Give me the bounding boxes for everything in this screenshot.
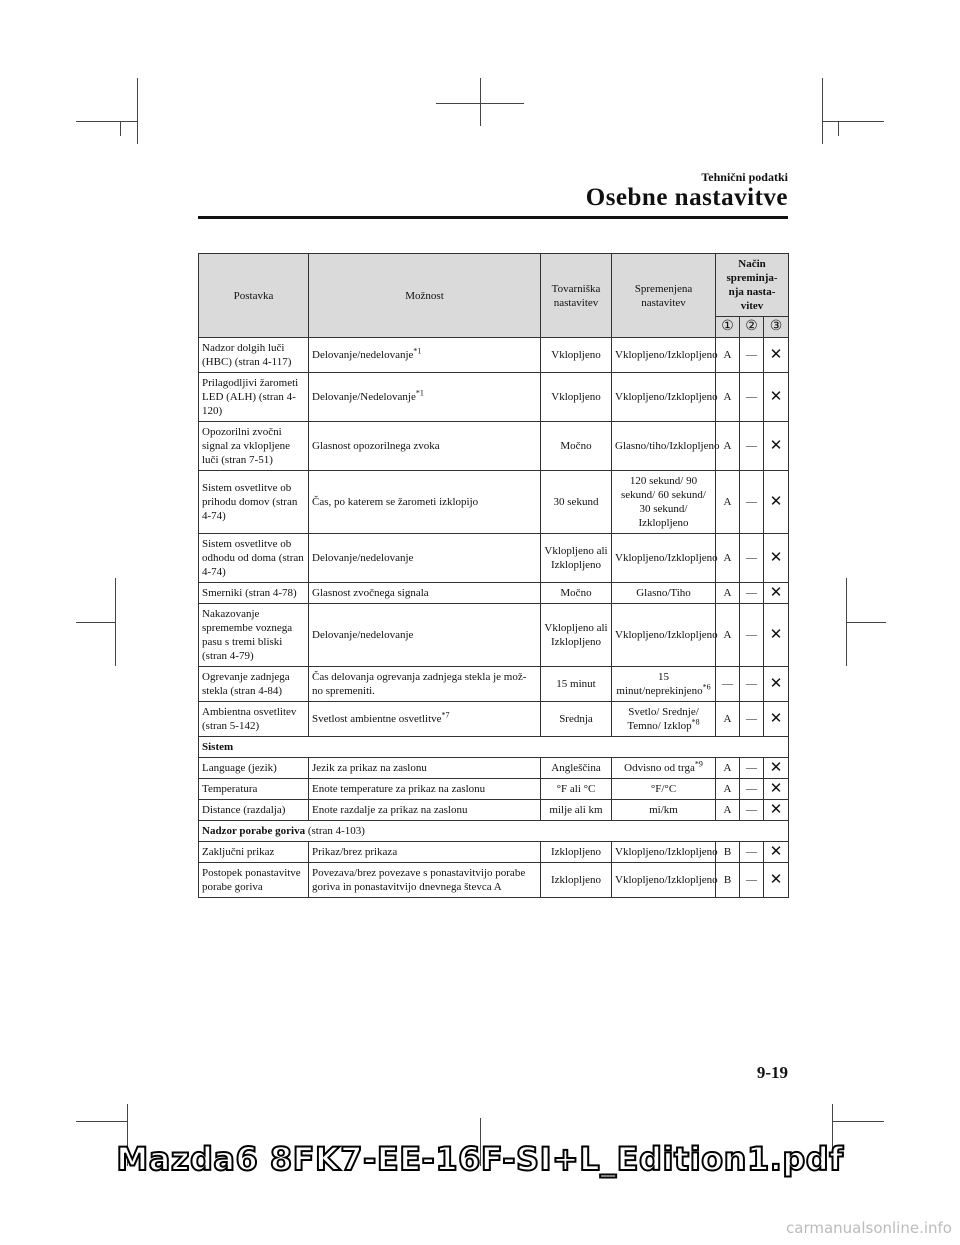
cell-method-1: A <box>716 779 740 800</box>
cell-method-1: A <box>716 534 740 583</box>
x-mark-icon: ✕ <box>764 758 789 779</box>
col-header-moznost: Možnost <box>309 254 541 338</box>
cell-tovarniska: 15 minut <box>541 667 612 702</box>
cell-method-1: A <box>716 800 740 821</box>
table-row <box>199 338 789 373</box>
cell-postavka: Nadzor dolgih luči (HBC) (stran 4-117) <box>199 338 309 373</box>
cell-moznost: Jezik za prikaz na zaslonu <box>309 758 541 779</box>
cell-method-1: A <box>716 758 740 779</box>
cell-spremenjena: Odvisno od trga$^{*9}$ <box>612 758 716 779</box>
watermark: carmanualsonline.info <box>786 1219 952 1237</box>
section-row <box>199 737 789 758</box>
method-3-icon: ③ <box>764 317 789 338</box>
cell-postavka: Language (jezik) <box>199 758 309 779</box>
cell-tovarniska: milje ali km <box>541 800 612 821</box>
cell-spremenjena: mi/km <box>612 800 716 821</box>
cell-postavka: Temperatura <box>199 779 309 800</box>
cell-spremenjena: Vklopljeno/Izklopljeno <box>612 373 716 422</box>
section-row <box>199 821 789 842</box>
cell-tovarniska: Angleščina <box>541 758 612 779</box>
cell-method-2: — <box>740 800 764 821</box>
x-mark-icon: ✕ <box>764 863 789 898</box>
section-fuel: Nadzor porabe goriva (stran 4-103) <box>199 821 789 842</box>
cell-postavka: Zaključni prikaz <box>199 842 309 863</box>
cell-method-2: — <box>740 863 764 898</box>
cell-tovarniska: Vklopljeno ali Izklopljeno <box>541 534 612 583</box>
table-row <box>199 583 789 604</box>
cell-method-2: — <box>740 604 764 667</box>
cell-method-1: B <box>716 842 740 863</box>
cell-postavka: Distance (razdalja) <box>199 800 309 821</box>
cell-method-2: — <box>740 373 764 422</box>
cell-moznost: Delovanje/nedelovanje <box>309 604 541 667</box>
cell-tovarniska: Vklopljeno <box>541 338 612 373</box>
cell-method-2: — <box>740 667 764 702</box>
x-mark-icon: ✕ <box>764 779 789 800</box>
cell-method-2: — <box>740 583 764 604</box>
cell-spremenjena: Vklopljeno/Izklopljeno <box>612 863 716 898</box>
cell-moznost: Delovanje/Nedelovanje$^{*1}$ <box>309 373 541 422</box>
cell-method-1: A <box>716 702 740 737</box>
cell-spremenjena: 15 minut/neprekinjeno$^{*6}$ <box>612 667 716 702</box>
section-ref: (stran 4-103) <box>307 825 365 837</box>
x-mark-icon: ✕ <box>764 800 789 821</box>
cell-tovarniska: Izklopljeno <box>541 842 612 863</box>
cell-tovarniska: 30 sekund <box>541 471 612 534</box>
cell-moznost: Povezava/brez povezave s ponastavitvijo porabe goriva in ponastavitvijo dnevnega števca A <box>309 863 541 898</box>
cell-spremenjena: Glasno/tiho/Izklopljeno <box>612 422 716 471</box>
cell-spremenjena: °F/°C <box>612 779 716 800</box>
x-mark-icon: ✕ <box>764 702 789 737</box>
table-row <box>199 702 789 737</box>
cell-method-2: — <box>740 758 764 779</box>
section-label: Tehnični podatki <box>701 170 788 184</box>
cell-spremenjena: 120 sekund/ 90 sekund/ 60 sekund/ 30 sekund/ Izklopljeno <box>612 471 716 534</box>
footnote-ref: *1 <box>415 388 424 398</box>
table-row <box>199 779 789 800</box>
cell-postavka: Ogrevanje zadnjega stekla (stran 4-84) <box>199 667 309 702</box>
cell-method-1: A <box>716 338 740 373</box>
cell-postavka: Nakazovanje spremembe voznega pasu s tremi bliski (stran 4-79) <box>199 604 309 667</box>
cell-postavka: Opozorilni zvočni signal za vklopljene luči (stran 7-51) <box>199 422 309 471</box>
x-mark-icon: ✕ <box>764 604 789 667</box>
cell-tovarniska: Srednja <box>541 702 612 737</box>
table-row <box>199 863 789 898</box>
x-mark-icon: ✕ <box>764 471 789 534</box>
cell-method-2: — <box>740 422 764 471</box>
col-header-tovarniska: Tovarniška nastavitev <box>541 254 612 338</box>
cell-spremenjena: Vklopljeno/Izklopljeno <box>612 338 716 373</box>
cell-tovarniska: Močno <box>541 422 612 471</box>
cell-moznost: Enote razdalje za prikaz na zaslonu <box>309 800 541 821</box>
cell-postavka: Ambientna osvetlitev (stran 5-142) <box>199 702 309 737</box>
cell-tovarniska: Vklopljeno ali Izklopljeno <box>541 604 612 667</box>
cell-method-2: — <box>740 842 764 863</box>
footnote-ref: *6 <box>702 682 711 692</box>
col-header-spremenjena: Spremenjena nastavitev <box>612 254 716 338</box>
table-row <box>199 800 789 821</box>
cell-spremenjena: Glasno/Tiho <box>612 583 716 604</box>
x-mark-icon: ✕ <box>764 667 789 702</box>
cell-method-2: — <box>740 779 764 800</box>
footnote-ref: *7 <box>441 710 450 720</box>
col-header-postavka: Postavka <box>199 254 309 338</box>
x-mark-icon: ✕ <box>764 422 789 471</box>
cell-postavka: Sistem osvetlitve ob odhodu od doma (stran 4-74) <box>199 534 309 583</box>
cell-moznost: Delovanje/nedelovanje <box>309 534 541 583</box>
cell-moznost: Glasnost opozorilnega zvoka <box>309 422 541 471</box>
footer-filename: Mazda6 8FK7-EE-16F-SI+L_Edition1.pdf <box>116 1140 844 1178</box>
cell-method-1: A <box>716 604 740 667</box>
cell-moznost: Svetlost ambientne osvetlitve$^{*7}$ <box>309 702 541 737</box>
cell-method-1: A <box>716 373 740 422</box>
page-title: Osebne nastavitve <box>585 184 788 211</box>
footnote-ref: *8 <box>691 717 700 727</box>
x-mark-icon: ✕ <box>764 373 789 422</box>
cell-method-2: — <box>740 471 764 534</box>
table-row <box>199 842 789 863</box>
cell-moznost: Delovanje/nedelovanje$^{*1}$ <box>309 338 541 373</box>
settings-table <box>198 253 789 898</box>
col-header-nacin: Način spreminja- nja nasta- vitev <box>716 254 789 317</box>
cell-tovarniska: °F ali °C <box>541 779 612 800</box>
cell-spremenjena: Vklopljeno/Izklopljeno <box>612 842 716 863</box>
cell-moznost: Prikaz/brez prikaza <box>309 842 541 863</box>
cell-postavka: Prilagodljivi žarometi LED (ALH) (stran 4-120) <box>199 373 309 422</box>
page-number: 9-19 <box>756 1063 788 1082</box>
cell-moznost: Glasnost zvočnega signala <box>309 583 541 604</box>
method-1-icon: ① <box>716 317 740 338</box>
cell-method-1: B <box>716 863 740 898</box>
cell-method-1: A <box>716 471 740 534</box>
x-mark-icon: ✕ <box>764 583 789 604</box>
table-row <box>199 604 789 667</box>
x-mark-icon: ✕ <box>764 842 789 863</box>
cell-postavka: Postopek ponastavitve porabe goriva <box>199 863 309 898</box>
method-2-icon: ② <box>740 317 764 338</box>
footnote-ref: *1 <box>413 346 422 356</box>
cell-tovarniska: Izklopljeno <box>541 863 612 898</box>
table-row <box>199 534 789 583</box>
table-header-row <box>199 254 789 317</box>
cell-postavka: Sistem osvetlitve ob prihodu domov (stran 4-74) <box>199 471 309 534</box>
cell-moznost: Čas, po katerem se žarometi izklopijo <box>309 471 541 534</box>
cell-method-1: A <box>716 583 740 604</box>
cell-spremenjena: Vklopljeno/Izklopljeno <box>612 604 716 667</box>
cell-method-2: — <box>740 702 764 737</box>
cell-tovarniska: Močno <box>541 583 612 604</box>
cell-postavka: Smerniki (stran 4-78) <box>199 583 309 604</box>
section-sistem: Sistem <box>199 737 789 758</box>
cell-spremenjena: Svetlo/ Srednje/ Temno/ Izklop$^{*8}$ <box>612 702 716 737</box>
cell-method-2: — <box>740 534 764 583</box>
table-row <box>199 373 789 422</box>
table-row <box>199 667 789 702</box>
table-row <box>199 758 789 779</box>
cell-spremenjena: Vklopljeno/Izklopljeno <box>612 534 716 583</box>
table-row <box>199 471 789 534</box>
cell-method-1: A <box>716 422 740 471</box>
cell-moznost: Čas delovanja ogrevanja zadnjega stekla je mož- no spremeniti. <box>309 667 541 702</box>
x-mark-icon: ✕ <box>764 338 789 373</box>
header-rule <box>198 216 788 219</box>
cell-tovarniska: Vklopljeno <box>541 373 612 422</box>
footnote-ref: *9 <box>694 759 703 769</box>
table-row <box>199 422 789 471</box>
cell-method-2: — <box>740 338 764 373</box>
x-mark-icon: ✕ <box>764 534 789 583</box>
cell-method-1: — <box>716 667 740 702</box>
cell-moznost: Enote temperature za prikaz na zaslonu <box>309 779 541 800</box>
